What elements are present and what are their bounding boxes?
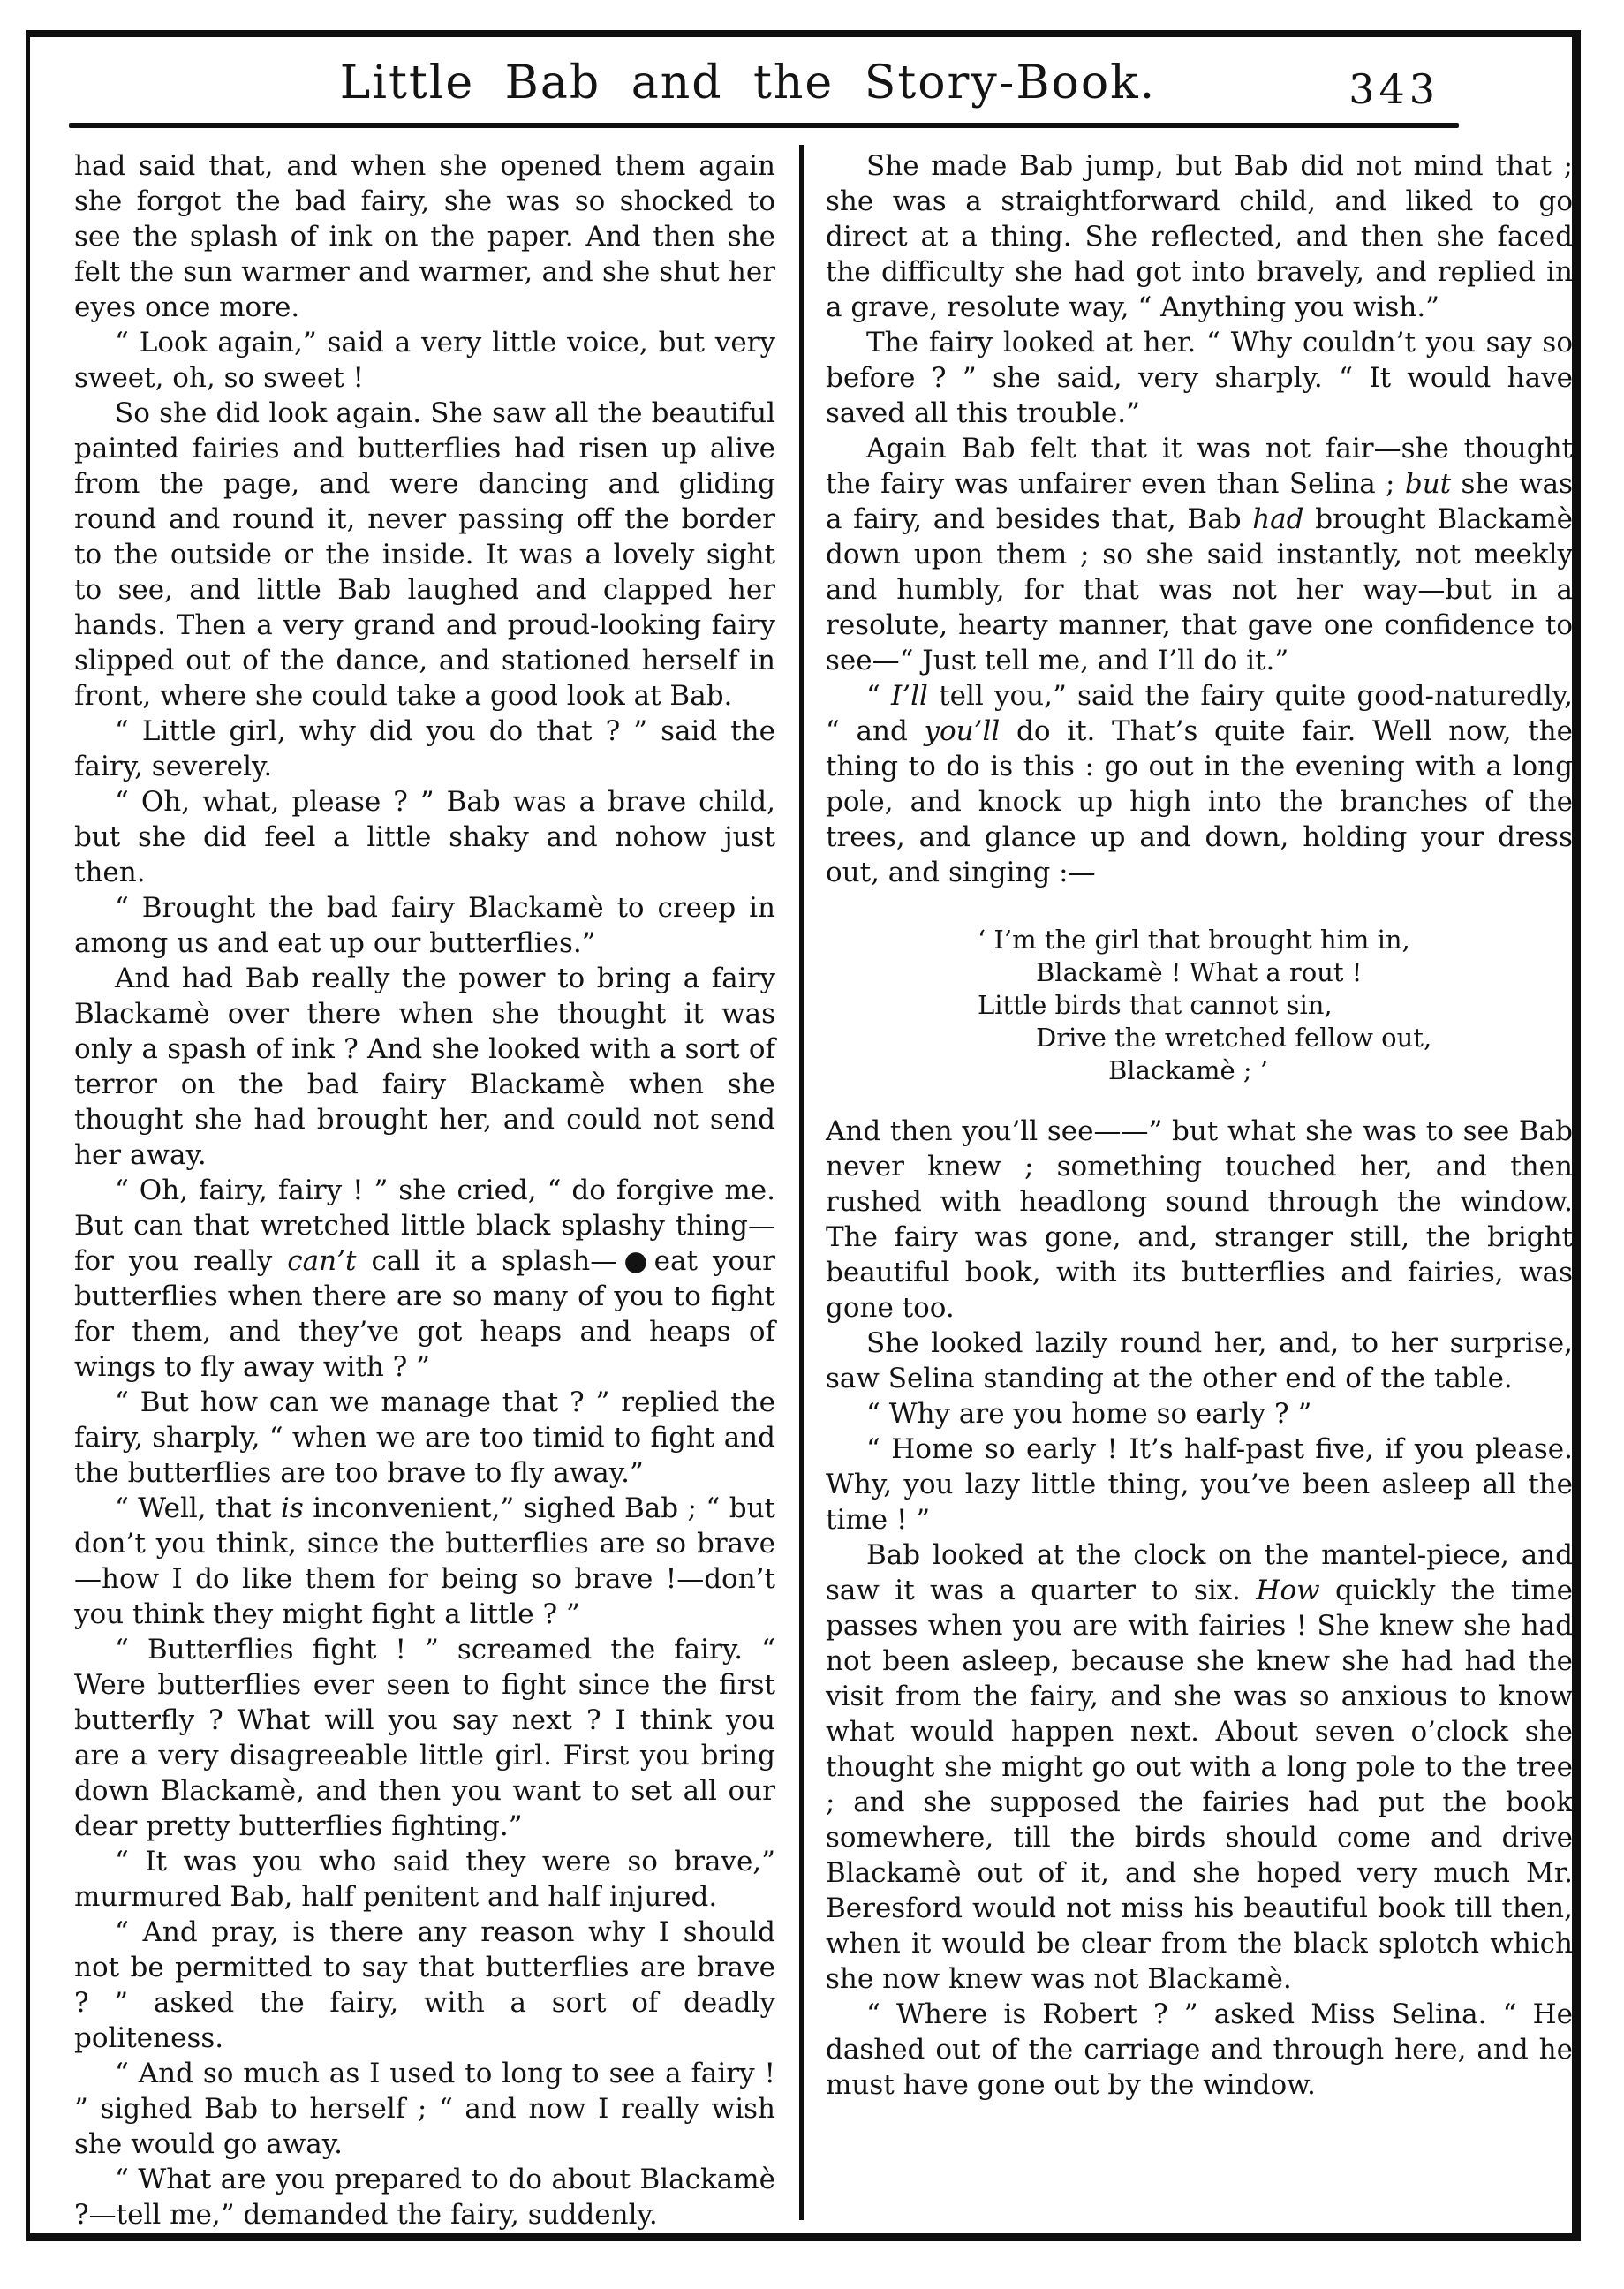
page-title: Little Bab and the Story-Book. <box>339 57 1157 110</box>
paragraph: “ Look again,” said a very little voice, but very sweet, oh, so sweet ! <box>74 327 775 394</box>
paragraph: “ Butterflies fight ! ” screamed the fairy. “ Were butterflies ever seen to fight since the first butterfly ? What will you say next ? I think you are a very disagreeable little girl. First you bring down Blackamè, and then you want to set all our dear pretty butterflies fighting.” <box>74 1634 775 1842</box>
paragraph: So she did look again. She saw all the beautiful painted fairies and butterflies had risen up alive from the page, and were dancing and gliding round and round it, never passing off the border to the outside or the inside. It was a lovely sight to see, and little Bab laughed and clapped her hands. Then a very grand and proud-looking fairy slipped out of the dance, and stationed herself in front, where she could take a good look at Bab. <box>74 397 775 712</box>
paragraph: She looked lazily round her, and, to her surprise, saw Selina standing at the other end of the table. <box>826 1327 1573 1394</box>
paragraph: And had Bab really the power to bring a fairy Blackamè over there when she thought it was only a spash of ink ? And she looked with a sort of terror on the bad fairy Blackamè when she thought she had brought her, and could not send her away. <box>74 963 775 1171</box>
song-line: Little birds that cannot sin, <box>978 990 1333 1020</box>
song-block <box>826 924 1573 1087</box>
song-line: Blackamè ; ’ <box>1108 1055 1269 1085</box>
paragraph: “ And so much as I used to long to see a fairy ! ” sighed Bab to herself ; “ and now I really wish she would go away. <box>74 2058 775 2160</box>
paragraph: Again Bab felt that it was not fair—she thought the fairy was unfairer even than Selina ; but she was a fairy, and besides that, Bab had brought Blackamè down upon them ; so she said instantly, not meekly and humbly, for that was not her way—but in a resolute, hearty manner, that gave one confidence to see—“ Just tell me, and I’ll do it.” <box>826 433 1573 676</box>
paragraph: “ Where is Robert ? ” asked Miss Selina. “ He dashed out of the carriage and through here, and he must have gone out by the window. <box>826 1998 1573 2101</box>
song-line: ‘ I’m the girl that brought him in, <box>978 925 1410 955</box>
right-column <box>826 148 1573 2103</box>
paragraph: She made Bab jump, but Bab did not mind that ; she was a straightforward child, and liked to go direct at a thing. She reflected, and then she faced the difficulty she had got into bravely, and replied in a grave, resolute way, “ Anything you wish.” <box>826 150 1573 323</box>
header-rule <box>69 123 1459 128</box>
paragraph: The fairy looked at her. “ Why couldn’t you say so before ? ” she said, very sharply. “ It would have saved all this trouble.” <box>826 327 1573 429</box>
page-header <box>30 37 1572 122</box>
paragraph: “ Oh, what, please ? ” Bab was a brave child, but she did feel a little shaky and nohow just then. <box>74 786 775 888</box>
paragraph: “ Oh, fairy, fairy ! ” she cried, “ do forgive me. But can that wretched little black splashy thing—for you really can’t call it a splash—●eat your butterflies when there are so many of you to fight for them, and they’ve got heaps and heaps of wings to fly away with ? ” <box>74 1175 775 1383</box>
page-frame <box>26 30 1581 2241</box>
text-columns <box>30 148 1572 2233</box>
column-divider-rule <box>799 145 804 2220</box>
paragraph: “ I’ll tell you,” said the fairy quite good-naturedly, “ and you’ll do it. That’s quite fair. Well now, the thing to do is this : go out in the evening with a long pole, and knock up high into the branches of the trees, and glance up and down, holding your dress out, and singing :— <box>826 680 1573 888</box>
paragraph: “ Why are you home so early ? ” <box>866 1398 1312 1430</box>
paragraph: “ But how can we manage that ? ” replied the fairy, sharply, “ when we are too timid to fight and the butterflies are too brave to fly away.” <box>74 1386 775 1489</box>
right-column-top <box>826 148 1573 890</box>
paragraph: “ It was you who said they were so brave,” murmured Bab, half penitent and half injured. <box>74 1846 775 1913</box>
page-number: 343 <box>1348 65 1439 113</box>
right-column-bottom <box>826 1114 1573 2103</box>
paragraph: “ Home so early ! It’s half-past five, if you please. Why, you lazy little thing, you’ve been asleep all the time ! ” <box>826 1433 1573 1536</box>
paragraph: “ Brought the bad fairy Blackamè to creep in among us and eat up our butterflies.” <box>74 892 775 959</box>
paragraph: “ What are you prepared to do about Blackamè ?—tell me,” demanded the fairy, suddenly. <box>74 2164 775 2231</box>
paragraph: “ And pray, is there any reason why I should not be permitted to say that butterflies are brave ? ” asked the fairy, with a sort of deadly politeness. <box>74 1916 775 2054</box>
left-column <box>74 148 775 2232</box>
paragraph: had said that, and when she opened them again she forgot the bad fairy, she was so shocked to see the splash of ink on the paper. And then she felt the sun warmer and warmer, and she shut her eyes once more. <box>74 150 775 323</box>
paragraph: Bab looked at the clock on the mantel-piece, and saw it was a quarter to six. How quickly the time passes when you are with fairies ! She knew she had not been asleep, because she knew she had had the visit from the fairy, and she was so anxious to know what would happen next. About seven o’clock she thought she might go out with a long pole to the tree ; and she supposed the fairies had put the book somewhere, till the birds should come and drive Blackamè out of it, and she hoped very much Mr. Beresford would not miss his beautiful book till then, when it would be clear from the black splotch which she now knew was not Blackamè. <box>826 1539 1573 1995</box>
paragraph: “ Well, that is inconvenient,” sighed Bab ; “ but don’t you think, since the butterflies are so brave—how I do like them for being so brave !—don’t you think they might fight a little ? ” <box>74 1492 775 1630</box>
paragraph: “ Little girl, why did you do that ? ” said the fairy, severely. <box>74 715 775 782</box>
song-line: Blackamè ! What a rout ! <box>1036 957 1363 987</box>
song-line: Drive the wretched fellow out, <box>1036 1023 1432 1053</box>
paragraph: And then you’ll see——” but what she was to see Bab never knew ; something touched her, and then rushed with headlong sound through the window. The fairy was gone, and, stranger still, the bright beautiful book, with its butterflies and fairies, was gone too. <box>826 1115 1573 1324</box>
